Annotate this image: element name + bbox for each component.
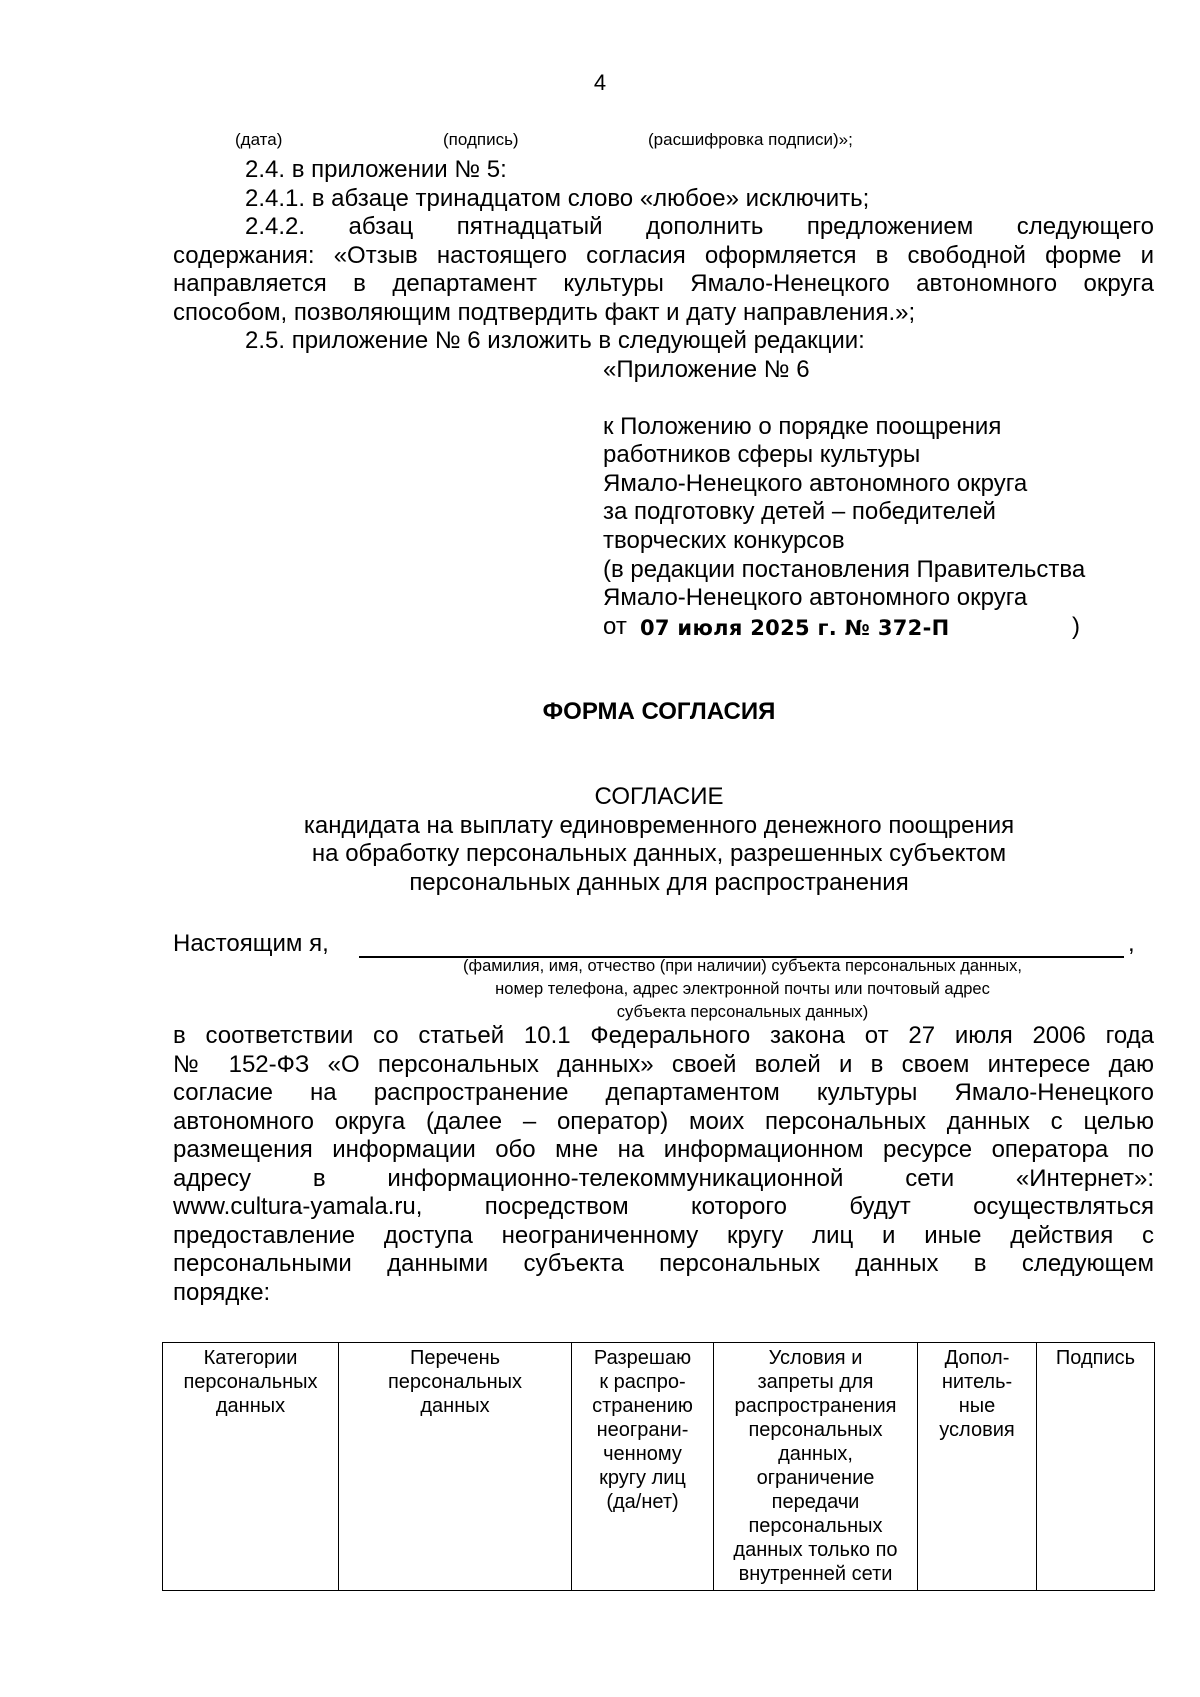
consent-heading: СОГЛАСИЕ [594,783,724,810]
body-line: порядке: [173,1279,271,1306]
appendix-line: за подготовку детей – победителей [603,498,996,525]
registration-stamp: 07 июля 2025 г. № 372-П [640,616,950,640]
body-line: адресу в информационно-телекоммуникационной сети «Интернет»: [173,1165,1154,1192]
item-2-4-2-line: содержания: «Отзыв настоящего согласия оформляется в свободной форме и [173,242,1154,269]
appendix-line: Ямало-Ненецкого автономного округа [603,470,1028,497]
header-conditions: Условия и запреты для распространения персональных данных, ограничение передачи персональных данных только по внутренней сети [714,1343,918,1591]
body-line: автономного округа (далее – оператор) моих персональных данных с целью [173,1108,1154,1135]
appendix-line: работников сферы культуры [603,441,921,468]
body-line: в соответствии со статьей 10.1 Федерального закона от 27 июля 2006 года [173,1022,1154,1049]
date-caption: (дата) [235,130,283,149]
body-line: согласие на распространение департаментом культуры Ямало-Ненецкого [173,1079,1154,1106]
field-hint-line: номер телефона, адрес электронной почты или почтовый адрес [495,980,990,998]
consent-subheading-line: персональных данных для распространения [409,869,909,896]
consent-intro: Настоящим я, [173,930,329,957]
appendix-title: «Приложение № 6 [603,356,810,383]
item-2-5: 2.5. приложение № 6 изложить в следующей редакции: [245,327,865,354]
appendix-line: Ямало-Ненецкого автономного округа [603,584,1028,611]
item-2-4: 2.4. в приложении № 5: [245,156,507,183]
body-line: размещения информации обо мне на информационном ресурсе оператора по [173,1136,1154,1163]
body-line: персональными данными субъекта персональных данных в следующем [173,1250,1154,1277]
field-hint-line: субъекта персональных данных) [616,1003,869,1021]
item-2-4-2-line: направляется в департамент культуры Ямало-Ненецкого автономного округа [173,270,1154,297]
header-signature: Подпись [1037,1343,1155,1591]
table-header-row [163,1343,1155,1591]
header-permission: Разрешаю к распро- странению неограни- ченному кругу лиц (да/нет) [572,1343,714,1591]
personal-data-table [162,1342,1155,1591]
item-2-4-2-line: способом, позволяющим подтвердить факт и дату направления.»; [173,299,916,326]
signature-caption: (подпись) [443,130,519,149]
appendix-line: (в редакции постановления Правительства [603,556,1086,583]
consent-subheading-line: на обработку персональных данных, разрешенных субъектом [311,840,1007,867]
appendix-line: к Положению о порядке поощрения [603,413,1002,440]
body-line: www.cultura-yamala.ru, посредством которого будут осуществляться [173,1193,1154,1220]
header-data-list: Перечень персональных данных [339,1343,572,1591]
header-additional: Допол- нитель- ные условия [918,1343,1037,1591]
body-line: № 152-ФЗ «О персональных данных» своей волей и в своем интересе даю [173,1051,1154,1078]
body-line: предоставление доступа неограниченному кругу лиц и иные действия с [173,1222,1154,1249]
consent-subheading-line: кандидата на выплату единовременного денежного поощрения [303,812,1015,839]
closing-paren: ) [1072,613,1080,640]
intro-comma: , [1128,930,1135,957]
item-2-4-1: 2.4.1. в абзаце тринадцатом слово «любое» исключить; [245,185,870,212]
decoding-caption: (расшифровка подписи)»; [648,130,853,149]
item-2-4-2-line: 2.4.2. абзац пятнадцатый дополнить предложением следующего [245,213,1154,240]
field-hint-line: (фамилия, имя, отчество (при наличии) субъекта персональных данных, [463,957,1022,975]
page-number: 4 [593,70,607,95]
from-prefix: от [603,613,627,640]
appendix-line: творческих конкурсов [603,527,845,554]
form-title: ФОРМА СОГЛАСИЯ [542,698,776,725]
header-categories: Категории персональных данных [163,1343,339,1591]
